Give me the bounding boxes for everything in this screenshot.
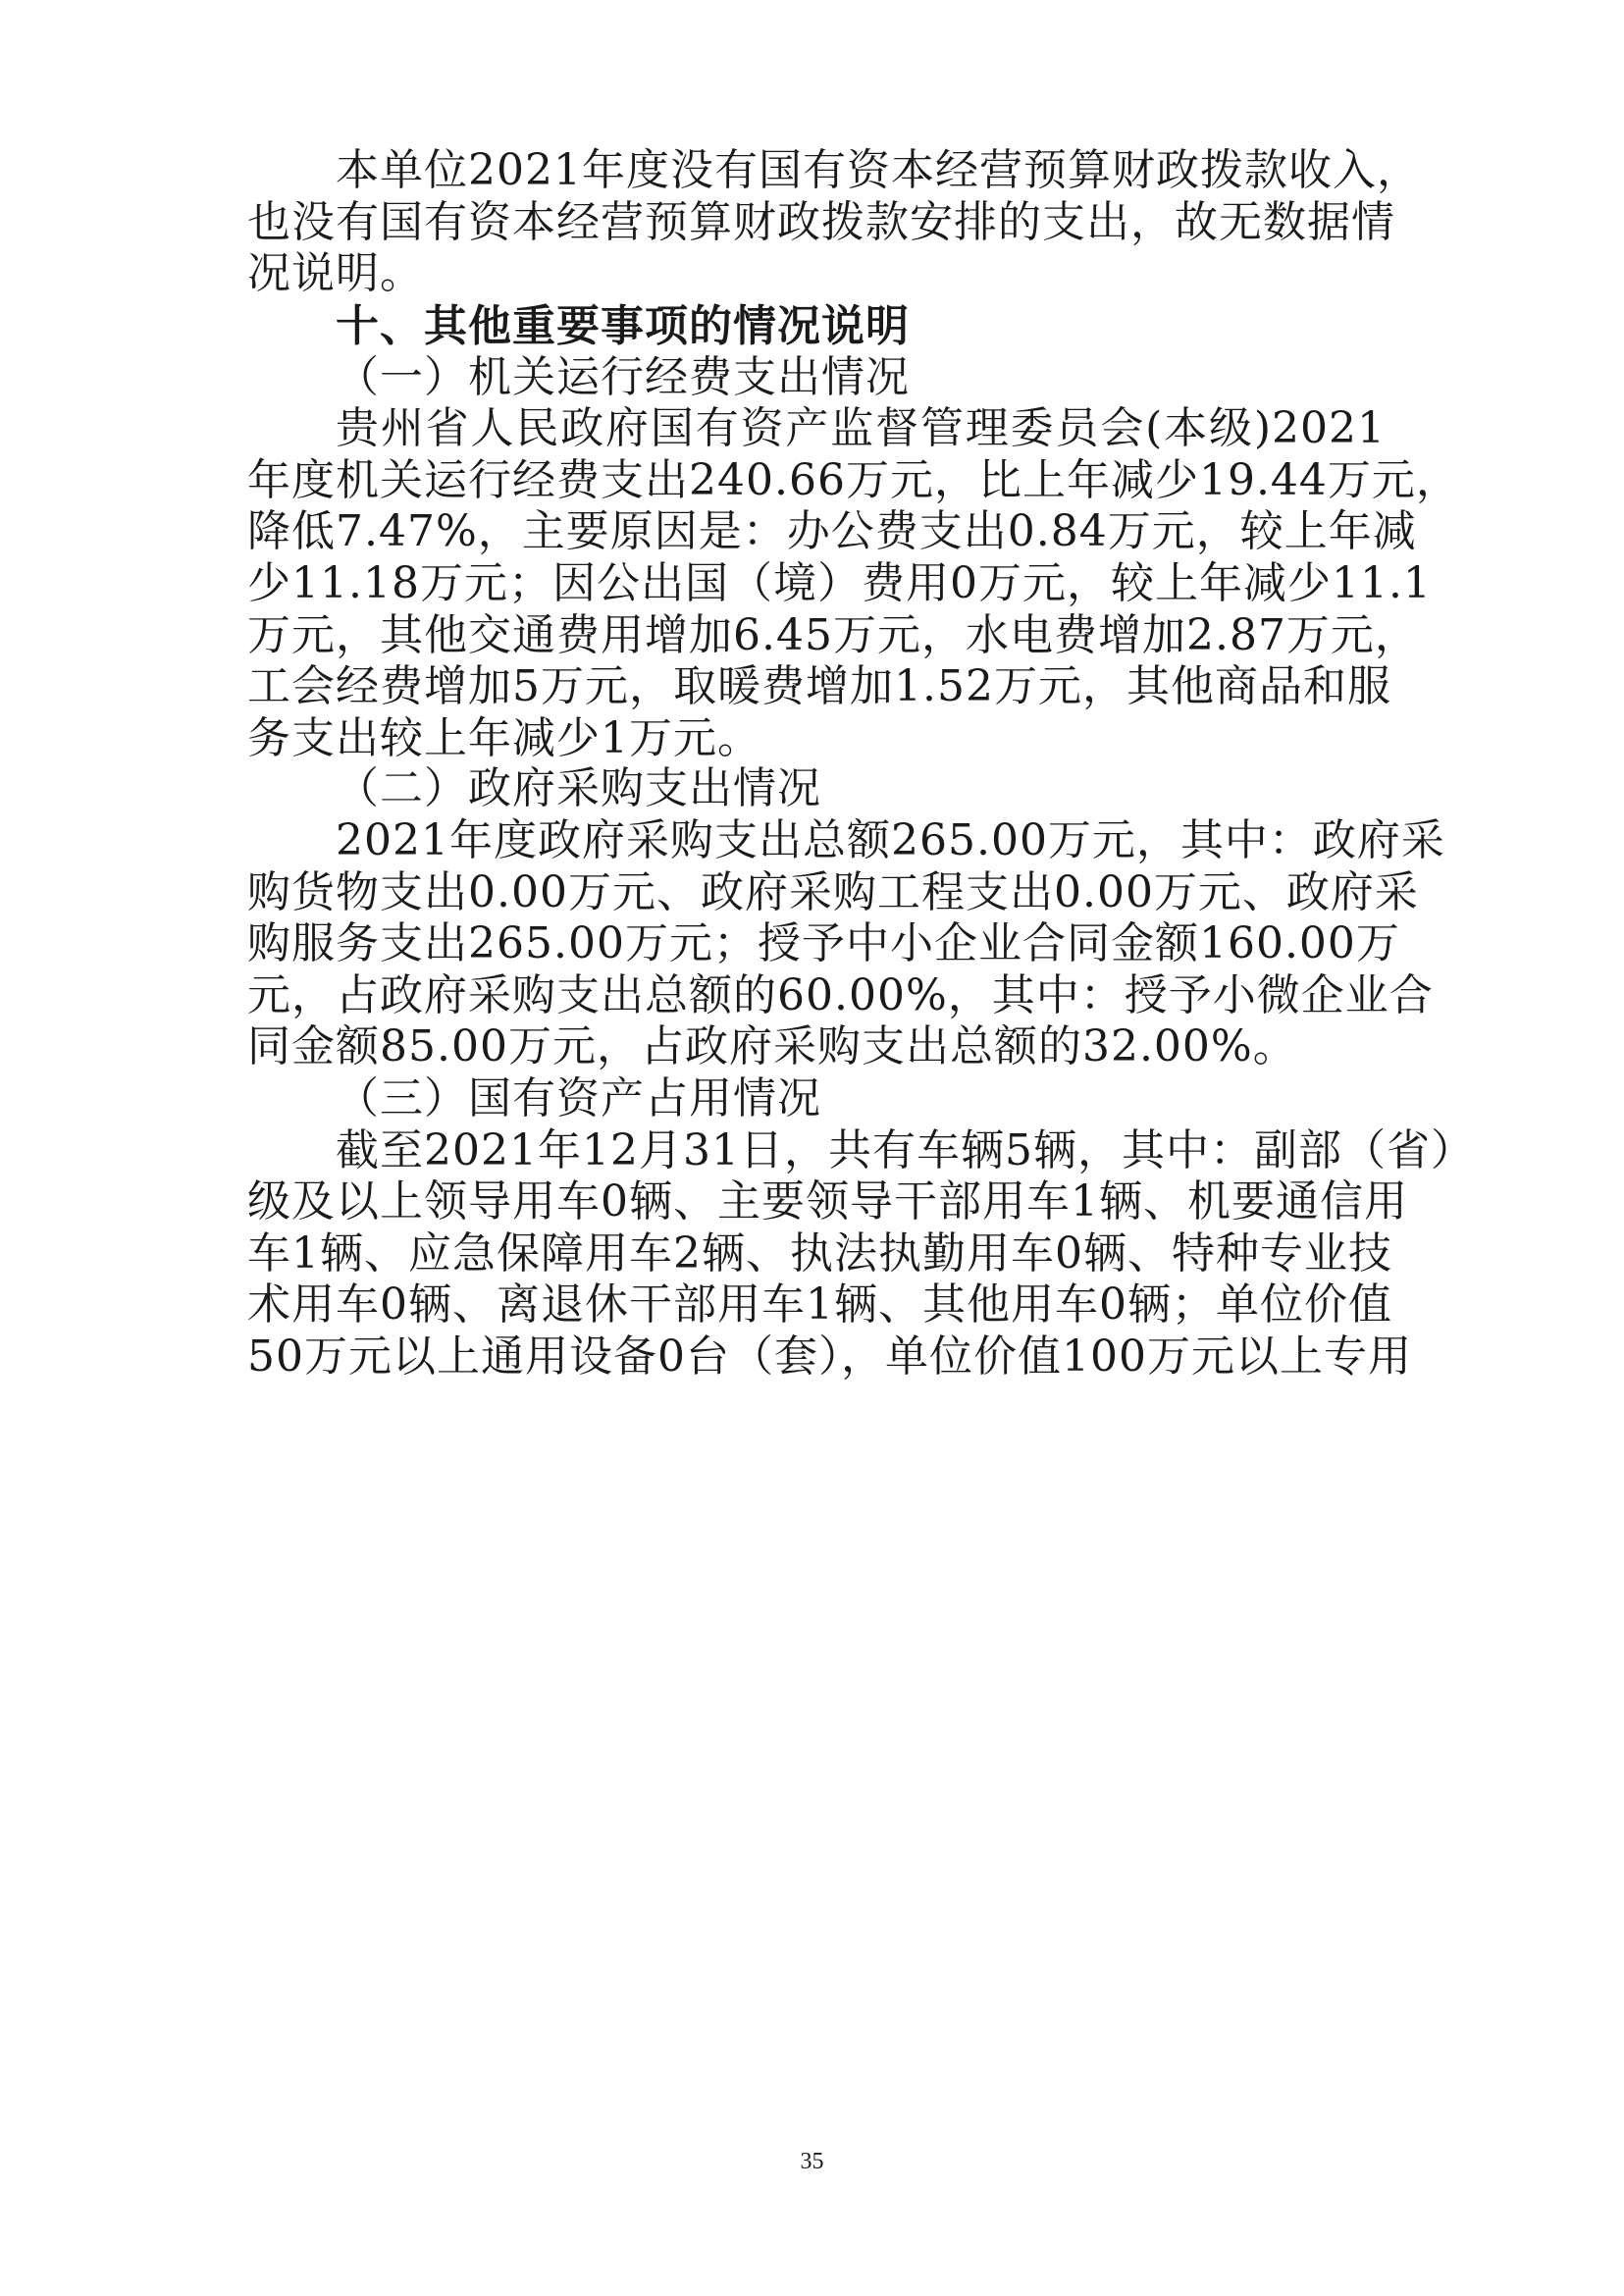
paragraph-line: 况说明。: [247, 248, 424, 298]
subsection-heading: （一）机关运行经费支出情况: [336, 352, 910, 402]
paragraph-line: 也没有国有资本经营预算财政拨款安排的支出，故无数据情: [247, 197, 1395, 247]
paragraph-line: 万元，其他交通费用增加6.45万元，水电费增加2.87万元，: [247, 610, 1419, 660]
paragraph-line: 务支出较上年减少1万元。: [247, 713, 761, 763]
page-number: 35: [800, 2149, 824, 2174]
paragraph-line: 购货物支出0.00万元、政府采购工程支出0.00万元、政府采: [247, 867, 1419, 917]
paragraph-line: 少11.18万元；因公出国（境）费用0万元，较上年减少11.1: [247, 558, 1432, 608]
paragraph-line: 级及以上领导用车0辆、主要领导干部用车1辆、机要通信用: [247, 1176, 1408, 1226]
paragraph-line: 术用车0辆、离退休干部用车1辆、其他用车0辆；单位价值: [247, 1279, 1392, 1330]
paragraph-line: 年度机关运行经费支出240.66万元，比上年减少19.44万元，: [247, 455, 1460, 505]
paragraph-line: 购服务支出265.00万元；授予中小企业合同金额160.00万: [247, 918, 1400, 968]
paragraph-line: 降低7.47%，主要原因是：办公费支出0.84万元，较上年减: [247, 506, 1417, 556]
paragraph-line: 车1辆、应急保障用车2辆、执法执勤用车0辆、特种专业技: [247, 1228, 1392, 1278]
paragraph-line: 截至2021年12月31日，共有车辆5辆，其中：副部（省）: [336, 1125, 1475, 1175]
paragraph-line: 元，占政府采购支出总额的60.00%，其中：授予小微企业合: [247, 970, 1434, 1020]
paragraph-line: 工会经费增加5万元，取暖费增加1.52万元，其他商品和服: [247, 661, 1391, 711]
paragraph-line: 本单位2021年度没有国有资本经营预算财政拨款收入，: [336, 145, 1421, 195]
paragraph-line: 50万元以上通用设备0台（套），单位价值100万元以上专用: [247, 1331, 1412, 1382]
section-heading: 十、其他重要事项的情况说明: [336, 301, 910, 351]
paragraph-line: 贵州省人民政府国有资产监督管理委员会(本级)2021: [336, 403, 1386, 453]
subsection-heading: （二）政府采购支出情况: [336, 763, 821, 813]
paragraph-line: 2021年度政府采购支出总额265.00万元，其中：政府采: [336, 815, 1445, 865]
subsection-heading: （三）国有资产占用情况: [336, 1073, 821, 1123]
paragraph-line: 同金额85.00万元，占政府采购支出总额的32.00%。: [247, 1021, 1297, 1071]
